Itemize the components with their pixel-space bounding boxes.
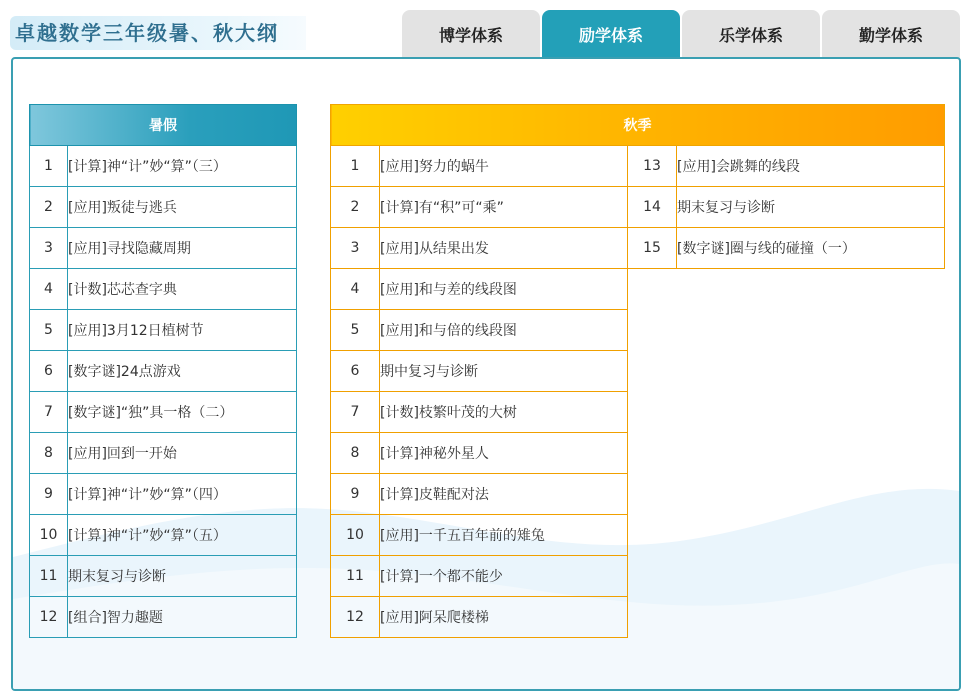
- lesson-number: 15: [628, 228, 677, 269]
- lesson-number: 10: [331, 515, 380, 556]
- lesson-number: 3: [30, 228, 68, 269]
- lesson-title: [应用]阿呆爬楼梯: [380, 597, 628, 638]
- lesson-title: 期末复习与诊断: [677, 187, 945, 228]
- lesson-title: [计算]神“计”妙“算”（三）: [68, 146, 297, 187]
- lesson-title: [应用]从结果出发: [380, 228, 628, 269]
- lesson-number: 2: [30, 187, 68, 228]
- table-row: [331, 146, 945, 187]
- lesson-number: 3: [331, 228, 380, 269]
- lesson-number: 6: [331, 351, 380, 392]
- lesson-title: [计数]枝繁叶茂的大树: [380, 392, 628, 433]
- tab-boxue[interactable]: 博学体系: [402, 10, 540, 58]
- fall-heading: 秋季: [331, 105, 945, 146]
- lesson-number: 12: [30, 597, 68, 638]
- lesson-title: [组合]智力趣题: [68, 597, 297, 638]
- empty-cell: [628, 474, 945, 515]
- lesson-number: 4: [331, 269, 380, 310]
- table-row: [30, 310, 297, 351]
- lesson-title: [应用]一千五百年前的雉兔: [380, 515, 628, 556]
- lesson-number: 2: [331, 187, 380, 228]
- lesson-title: [数字谜]“独”具一格（二）: [68, 392, 297, 433]
- lesson-title: [计算]一个都不能少: [380, 556, 628, 597]
- table-row: [331, 597, 945, 638]
- table-row: [331, 474, 945, 515]
- lesson-number: 8: [331, 433, 380, 474]
- lesson-number: 11: [30, 556, 68, 597]
- lesson-title: [计算]皮鞋配对法: [380, 474, 628, 515]
- table-row: [30, 228, 297, 269]
- lesson-title: [应用]和与差的线段图: [380, 269, 628, 310]
- lesson-number: 9: [30, 474, 68, 515]
- page-title: 卓越数学三年级暑、秋大纲: [15, 21, 279, 45]
- table-row: [331, 187, 945, 228]
- table-row: [331, 351, 945, 392]
- empty-cell: [628, 515, 945, 556]
- lesson-number: 12: [331, 597, 380, 638]
- lesson-title: [数字谜]圈与线的碰撞（一）: [677, 228, 945, 269]
- lesson-number: 14: [628, 187, 677, 228]
- lesson-title: [应用]和与倍的线段图: [380, 310, 628, 351]
- lesson-title: [应用]叛徒与逃兵: [68, 187, 297, 228]
- table-row: [331, 515, 945, 556]
- table-row: [331, 392, 945, 433]
- table-row: [30, 474, 297, 515]
- table-row: [331, 310, 945, 351]
- empty-cell: [628, 433, 945, 474]
- lesson-title: 期中复习与诊断: [380, 351, 628, 392]
- table-row: [331, 269, 945, 310]
- table-row: [30, 351, 297, 392]
- table-row: [30, 515, 297, 556]
- empty-cell: [628, 351, 945, 392]
- table-row: [30, 392, 297, 433]
- table-row: [30, 187, 297, 228]
- lesson-title: [应用]会跳舞的线段: [677, 146, 945, 187]
- lesson-number: 9: [331, 474, 380, 515]
- tab-lexue[interactable]: 乐学体系: [682, 10, 820, 58]
- empty-cell: [628, 556, 945, 597]
- lesson-number: 5: [30, 310, 68, 351]
- lesson-number: 1: [331, 146, 380, 187]
- lesson-number: 4: [30, 269, 68, 310]
- lesson-number: 5: [331, 310, 380, 351]
- lesson-number: 7: [331, 392, 380, 433]
- lesson-title: [计算]神秘外星人: [380, 433, 628, 474]
- table-row: [30, 433, 297, 474]
- empty-cell: [628, 269, 945, 310]
- empty-cell: [628, 597, 945, 638]
- lesson-title: [计算]神“计”妙“算”（五）: [68, 515, 297, 556]
- lesson-title: [计算]神“计”妙“算”（四）: [68, 474, 297, 515]
- lesson-title: [应用]3月12日植树节: [68, 310, 297, 351]
- lesson-number: 1: [30, 146, 68, 187]
- lesson-number: 8: [30, 433, 68, 474]
- lesson-title: [应用]寻找隐藏周期: [68, 228, 297, 269]
- empty-cell: [628, 310, 945, 351]
- lesson-title: [数字谜]24点游戏: [68, 351, 297, 392]
- table-row: [331, 228, 945, 269]
- lesson-number: 6: [30, 351, 68, 392]
- lesson-title: [应用]努力的蜗牛: [380, 146, 628, 187]
- content-panel: [11, 57, 961, 691]
- table-row: [30, 269, 297, 310]
- table-row: [331, 556, 945, 597]
- table-row: [30, 146, 297, 187]
- lesson-number: 11: [331, 556, 380, 597]
- summer-table: [29, 104, 297, 638]
- summer-heading: 暑假: [30, 105, 297, 146]
- lesson-title: [应用]回到一开始: [68, 433, 297, 474]
- lesson-title: [计算]有“积”可“乘”: [380, 187, 628, 228]
- tab-lixue[interactable]: 励学体系: [542, 10, 680, 58]
- lesson-title: 期末复习与诊断: [68, 556, 297, 597]
- lesson-number: 13: [628, 146, 677, 187]
- fall-table: [330, 104, 945, 638]
- lesson-number: 7: [30, 392, 68, 433]
- table-row: [30, 597, 297, 638]
- empty-cell: [628, 392, 945, 433]
- tab-bar: [402, 10, 962, 58]
- table-row: [30, 556, 297, 597]
- lesson-title: [计数]芯芯查字典: [68, 269, 297, 310]
- table-row: [331, 433, 945, 474]
- tab-qinxue[interactable]: 勤学体系: [822, 10, 960, 58]
- lesson-number: 10: [30, 515, 68, 556]
